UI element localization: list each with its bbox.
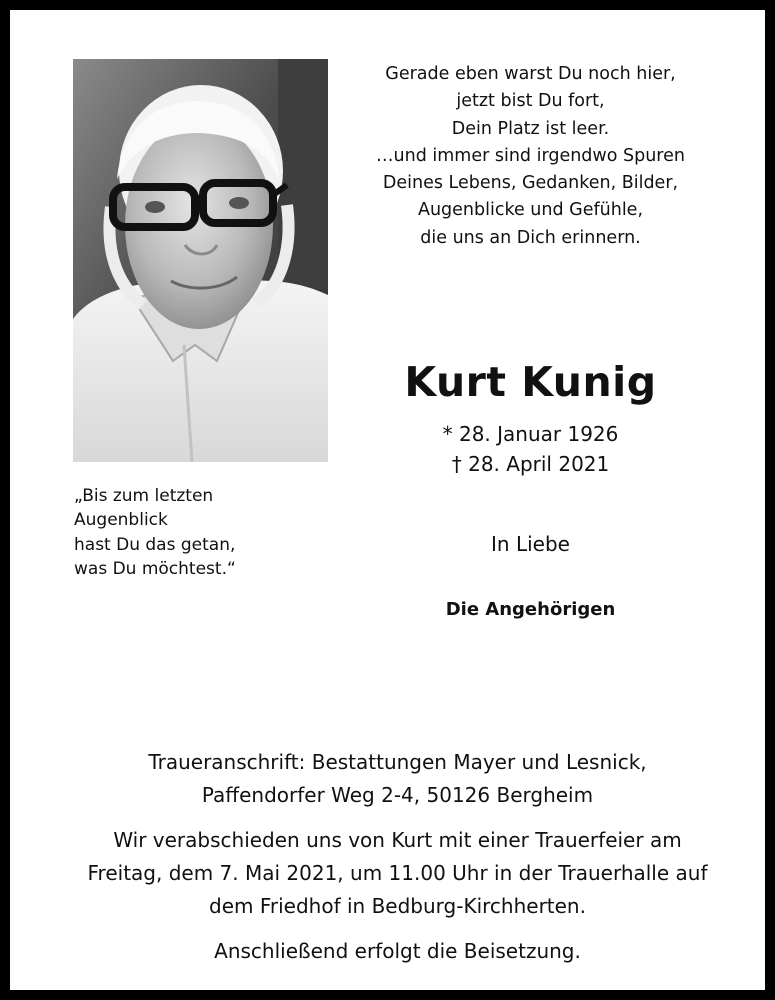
ceremony-line: Freitag, dem 7. Mai 2021, um 11.00 Uhr in der Trauerhalle auf [87, 861, 708, 885]
ceremony-line: Wir verabschieden uns von Kurt mit einer Trauerfeier am [113, 828, 682, 852]
address-line: Paffendorfer Weg 2-4, 50126 Bergheim [201, 783, 594, 807]
poem-line: die uns an Dich erinnern. [420, 227, 641, 248]
address-line: Traueranschrift: Bestattungen Mayer und Lesnick, [148, 750, 647, 774]
deceased-name: Kurt Kunig [404, 358, 657, 406]
poem-line: Gerade eben warst Du noch hier, [385, 64, 676, 84]
poem-line: jetzt bist Du fort, [456, 91, 605, 112]
quote-line: „Bis zum letzten [74, 486, 214, 506]
portrait-photo [73, 59, 328, 462]
life-dates [348, 419, 713, 479]
quote-block [74, 484, 304, 581]
quote-line: hast Du das getan, [74, 534, 236, 555]
birth-date: * 28. Januar 1926 [442, 422, 619, 446]
portrait-illustration [73, 59, 328, 462]
ceremony-line: dem Friedhof in Bedburg-Kirchherten. [209, 894, 586, 918]
quote-line: Augenblick [74, 510, 168, 531]
funeral-address [50, 746, 745, 812]
in-love-line: In Liebe [491, 532, 570, 556]
burial-notice [50, 935, 745, 968]
death-date: † 28. April 2021 [451, 452, 610, 476]
poem-block [348, 61, 713, 252]
burial-line: Anschließend erfolgt die Beisetzung. [214, 939, 581, 963]
poem-line: Deines Lebens, Gedanken, Bilder, [382, 173, 679, 194]
family-signature: Die Angehörigen [445, 599, 616, 620]
ceremony-notice [50, 824, 745, 923]
poem-line: Dein Platz ist leer. [451, 118, 610, 139]
poem-line: Augenblicke und Gefühle, [417, 200, 644, 221]
quote-line: was Du möchtest.“ [74, 558, 236, 579]
poem-line: …und immer sind irgendwo Spuren [376, 145, 685, 166]
